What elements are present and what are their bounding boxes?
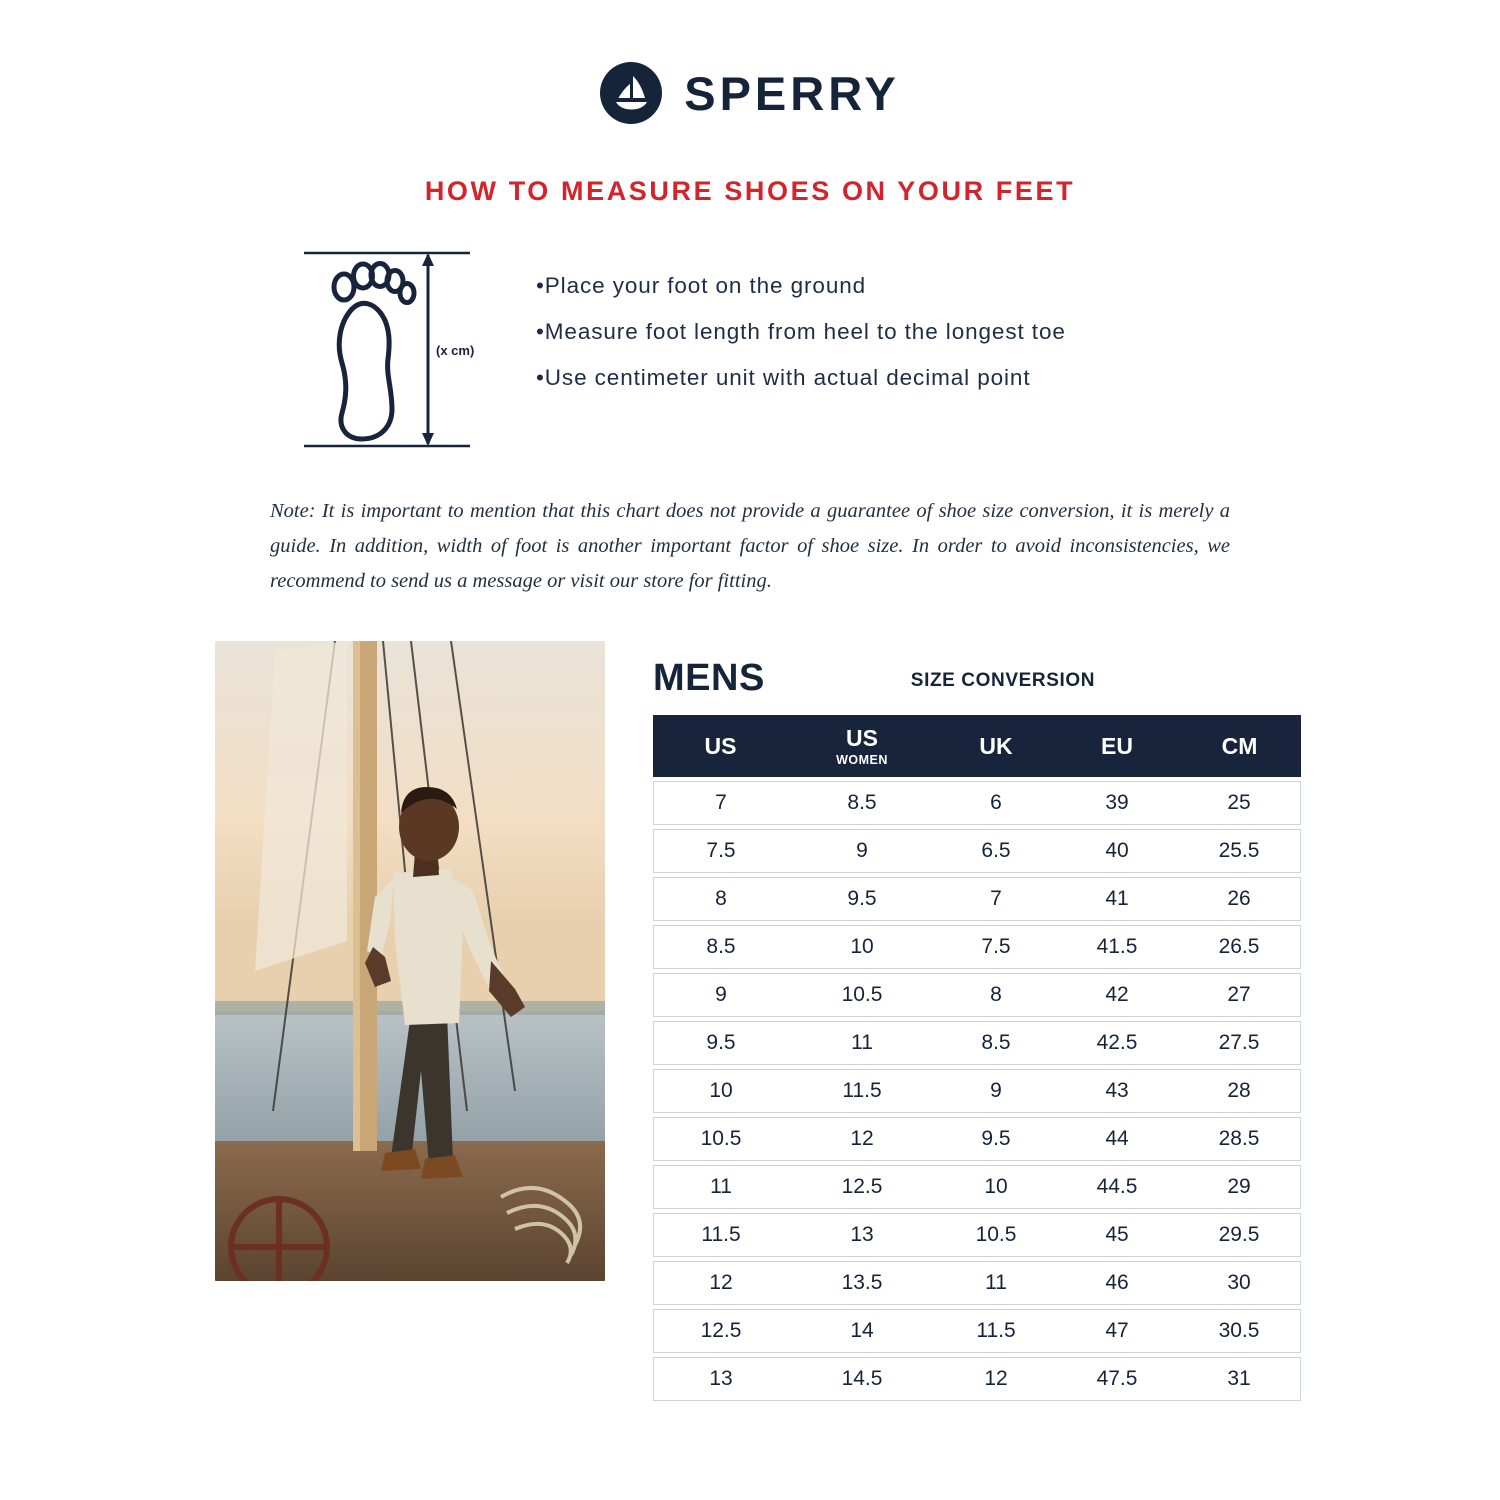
table-row <box>653 973 1301 1017</box>
measure-bullet-list <box>536 247 1066 411</box>
measure-bullet: •Measure foot length from heel to the longest toe <box>536 319 1066 344</box>
table-row <box>653 1213 1301 1257</box>
cell-us: 7 <box>653 781 788 825</box>
figure-caption: (x cm) <box>436 343 475 358</box>
cell-uk: 8 <box>936 973 1056 1017</box>
cell-us-women: 11.5 <box>788 1069 936 1113</box>
table-row <box>653 925 1301 969</box>
cell-eu: 47.5 <box>1056 1357 1178 1401</box>
cell-cm: 30.5 <box>1178 1309 1301 1353</box>
cell-us-women: 13.5 <box>788 1261 936 1305</box>
column-header-label: UK <box>979 732 1013 759</box>
table-row <box>653 1117 1301 1161</box>
size-chart <box>653 641 1301 1405</box>
cell-uk: 12 <box>936 1357 1056 1401</box>
column-header-us-women <box>788 715 936 777</box>
cell-eu: 41 <box>1056 877 1178 921</box>
cell-uk: 8.5 <box>936 1021 1056 1065</box>
cell-us-women: 12.5 <box>788 1165 936 1209</box>
cell-uk: 7.5 <box>936 925 1056 969</box>
column-header-label: EU <box>1101 732 1133 759</box>
cell-cm: 27 <box>1178 973 1301 1017</box>
cell-us-women: 12 <box>788 1117 936 1161</box>
cell-us: 12 <box>653 1261 788 1305</box>
cell-eu: 42 <box>1056 973 1178 1017</box>
cell-eu: 41.5 <box>1056 925 1178 969</box>
cell-eu: 39 <box>1056 781 1178 825</box>
cell-cm: 25 <box>1178 781 1301 825</box>
lower-section <box>0 641 1500 1405</box>
cell-cm: 29.5 <box>1178 1213 1301 1257</box>
size-conversion-table <box>653 711 1301 1405</box>
cell-eu: 45 <box>1056 1213 1178 1257</box>
cell-uk: 11 <box>936 1261 1056 1305</box>
table-header-row <box>653 715 1301 777</box>
measure-instructions <box>0 247 1500 452</box>
cell-uk: 11.5 <box>936 1309 1056 1353</box>
cell-us: 12.5 <box>653 1309 788 1353</box>
cell-us: 8 <box>653 877 788 921</box>
cell-eu: 44 <box>1056 1117 1178 1161</box>
cell-us-women: 10 <box>788 925 936 969</box>
cell-us: 11 <box>653 1165 788 1209</box>
table-row <box>653 1021 1301 1065</box>
cell-us-women: 9.5 <box>788 877 936 921</box>
cell-uk: 10 <box>936 1165 1056 1209</box>
column-header-label: US <box>704 732 737 759</box>
size-chart-title: MENS <box>653 657 765 699</box>
cell-cm: 31 <box>1178 1357 1301 1401</box>
cell-eu: 44.5 <box>1056 1165 1178 1209</box>
cell-uk: 7 <box>936 877 1056 921</box>
cell-us-women: 10.5 <box>788 973 936 1017</box>
page-title: HOW TO MEASURE SHOES ON YOUR FEET <box>424 176 1076 206</box>
cell-us-women: 8.5 <box>788 781 936 825</box>
cell-us: 9.5 <box>653 1021 788 1065</box>
size-chart-heading <box>653 641 1301 697</box>
measure-bullet: •Place your foot on the ground <box>536 273 867 298</box>
column-header-sublabel: WOMEN <box>836 753 888 767</box>
table-row <box>653 781 1301 825</box>
cell-eu: 40 <box>1056 829 1178 873</box>
cell-eu: 46 <box>1056 1261 1178 1305</box>
cell-us: 9 <box>653 973 788 1017</box>
column-header-label: US <box>846 725 878 751</box>
column-header-eu <box>1056 715 1178 777</box>
table-body <box>653 781 1301 1401</box>
cell-cm: 26.5 <box>1178 925 1301 969</box>
table-row <box>653 829 1301 873</box>
cell-us-women: 14 <box>788 1309 936 1353</box>
man-on-sailboat-photo <box>215 641 605 1281</box>
cell-uk: 10.5 <box>936 1213 1056 1257</box>
cell-cm: 26 <box>1178 877 1301 921</box>
sailboat-icon <box>600 62 662 124</box>
cell-cm: 27.5 <box>1178 1021 1301 1065</box>
cell-us: 8.5 <box>653 925 788 969</box>
cell-us: 11.5 <box>653 1213 788 1257</box>
table-row <box>653 1261 1301 1305</box>
column-header-cm <box>1178 715 1301 777</box>
table-row <box>653 1165 1301 1209</box>
cell-cm: 28 <box>1178 1069 1301 1113</box>
cell-cm: 28.5 <box>1178 1117 1301 1161</box>
disclaimer-note: Note: It is important to mention that this chart does not provide a guarantee of shoe size conversion, it is merely a guide. In addition, width of foot is another important factor of shoe size. In order to avoid inconsistencies, we recommend to send us a message or visit our store for fitting. <box>270 500 1230 592</box>
column-header-us <box>653 715 788 777</box>
cell-us: 10 <box>653 1069 788 1113</box>
cell-us: 13 <box>653 1357 788 1401</box>
brand-name: SPERRY <box>684 66 900 120</box>
cell-us-women: 13 <box>788 1213 936 1257</box>
footprint-measure-icon <box>300 247 478 452</box>
table-row <box>653 1069 1301 1113</box>
cell-us-women: 9 <box>788 829 936 873</box>
measure-bullet: •Use centimeter unit with actual decimal point <box>536 365 1031 390</box>
cell-uk: 9 <box>936 1069 1056 1113</box>
column-header-label: CM <box>1221 732 1258 759</box>
cell-eu: 47 <box>1056 1309 1178 1353</box>
cell-cm: 25.5 <box>1178 829 1301 873</box>
cell-us: 7.5 <box>653 829 788 873</box>
brand-header <box>0 0 1500 124</box>
cell-us-women: 11 <box>788 1021 936 1065</box>
cell-eu: 42.5 <box>1056 1021 1178 1065</box>
cell-eu: 43 <box>1056 1069 1178 1113</box>
cell-uk: 6 <box>936 781 1056 825</box>
cell-cm: 29 <box>1178 1165 1301 1209</box>
cell-us: 10.5 <box>653 1117 788 1161</box>
table-row <box>653 877 1301 921</box>
cell-uk: 9.5 <box>936 1117 1056 1161</box>
column-header-uk <box>936 715 1056 777</box>
cell-cm: 30 <box>1178 1261 1301 1305</box>
table-row <box>653 1357 1301 1401</box>
cell-us-women: 14.5 <box>788 1357 936 1401</box>
size-chart-subtitle: SIZE CONVERSION <box>910 670 1096 691</box>
table-row <box>653 1309 1301 1353</box>
cell-uk: 6.5 <box>936 829 1056 873</box>
